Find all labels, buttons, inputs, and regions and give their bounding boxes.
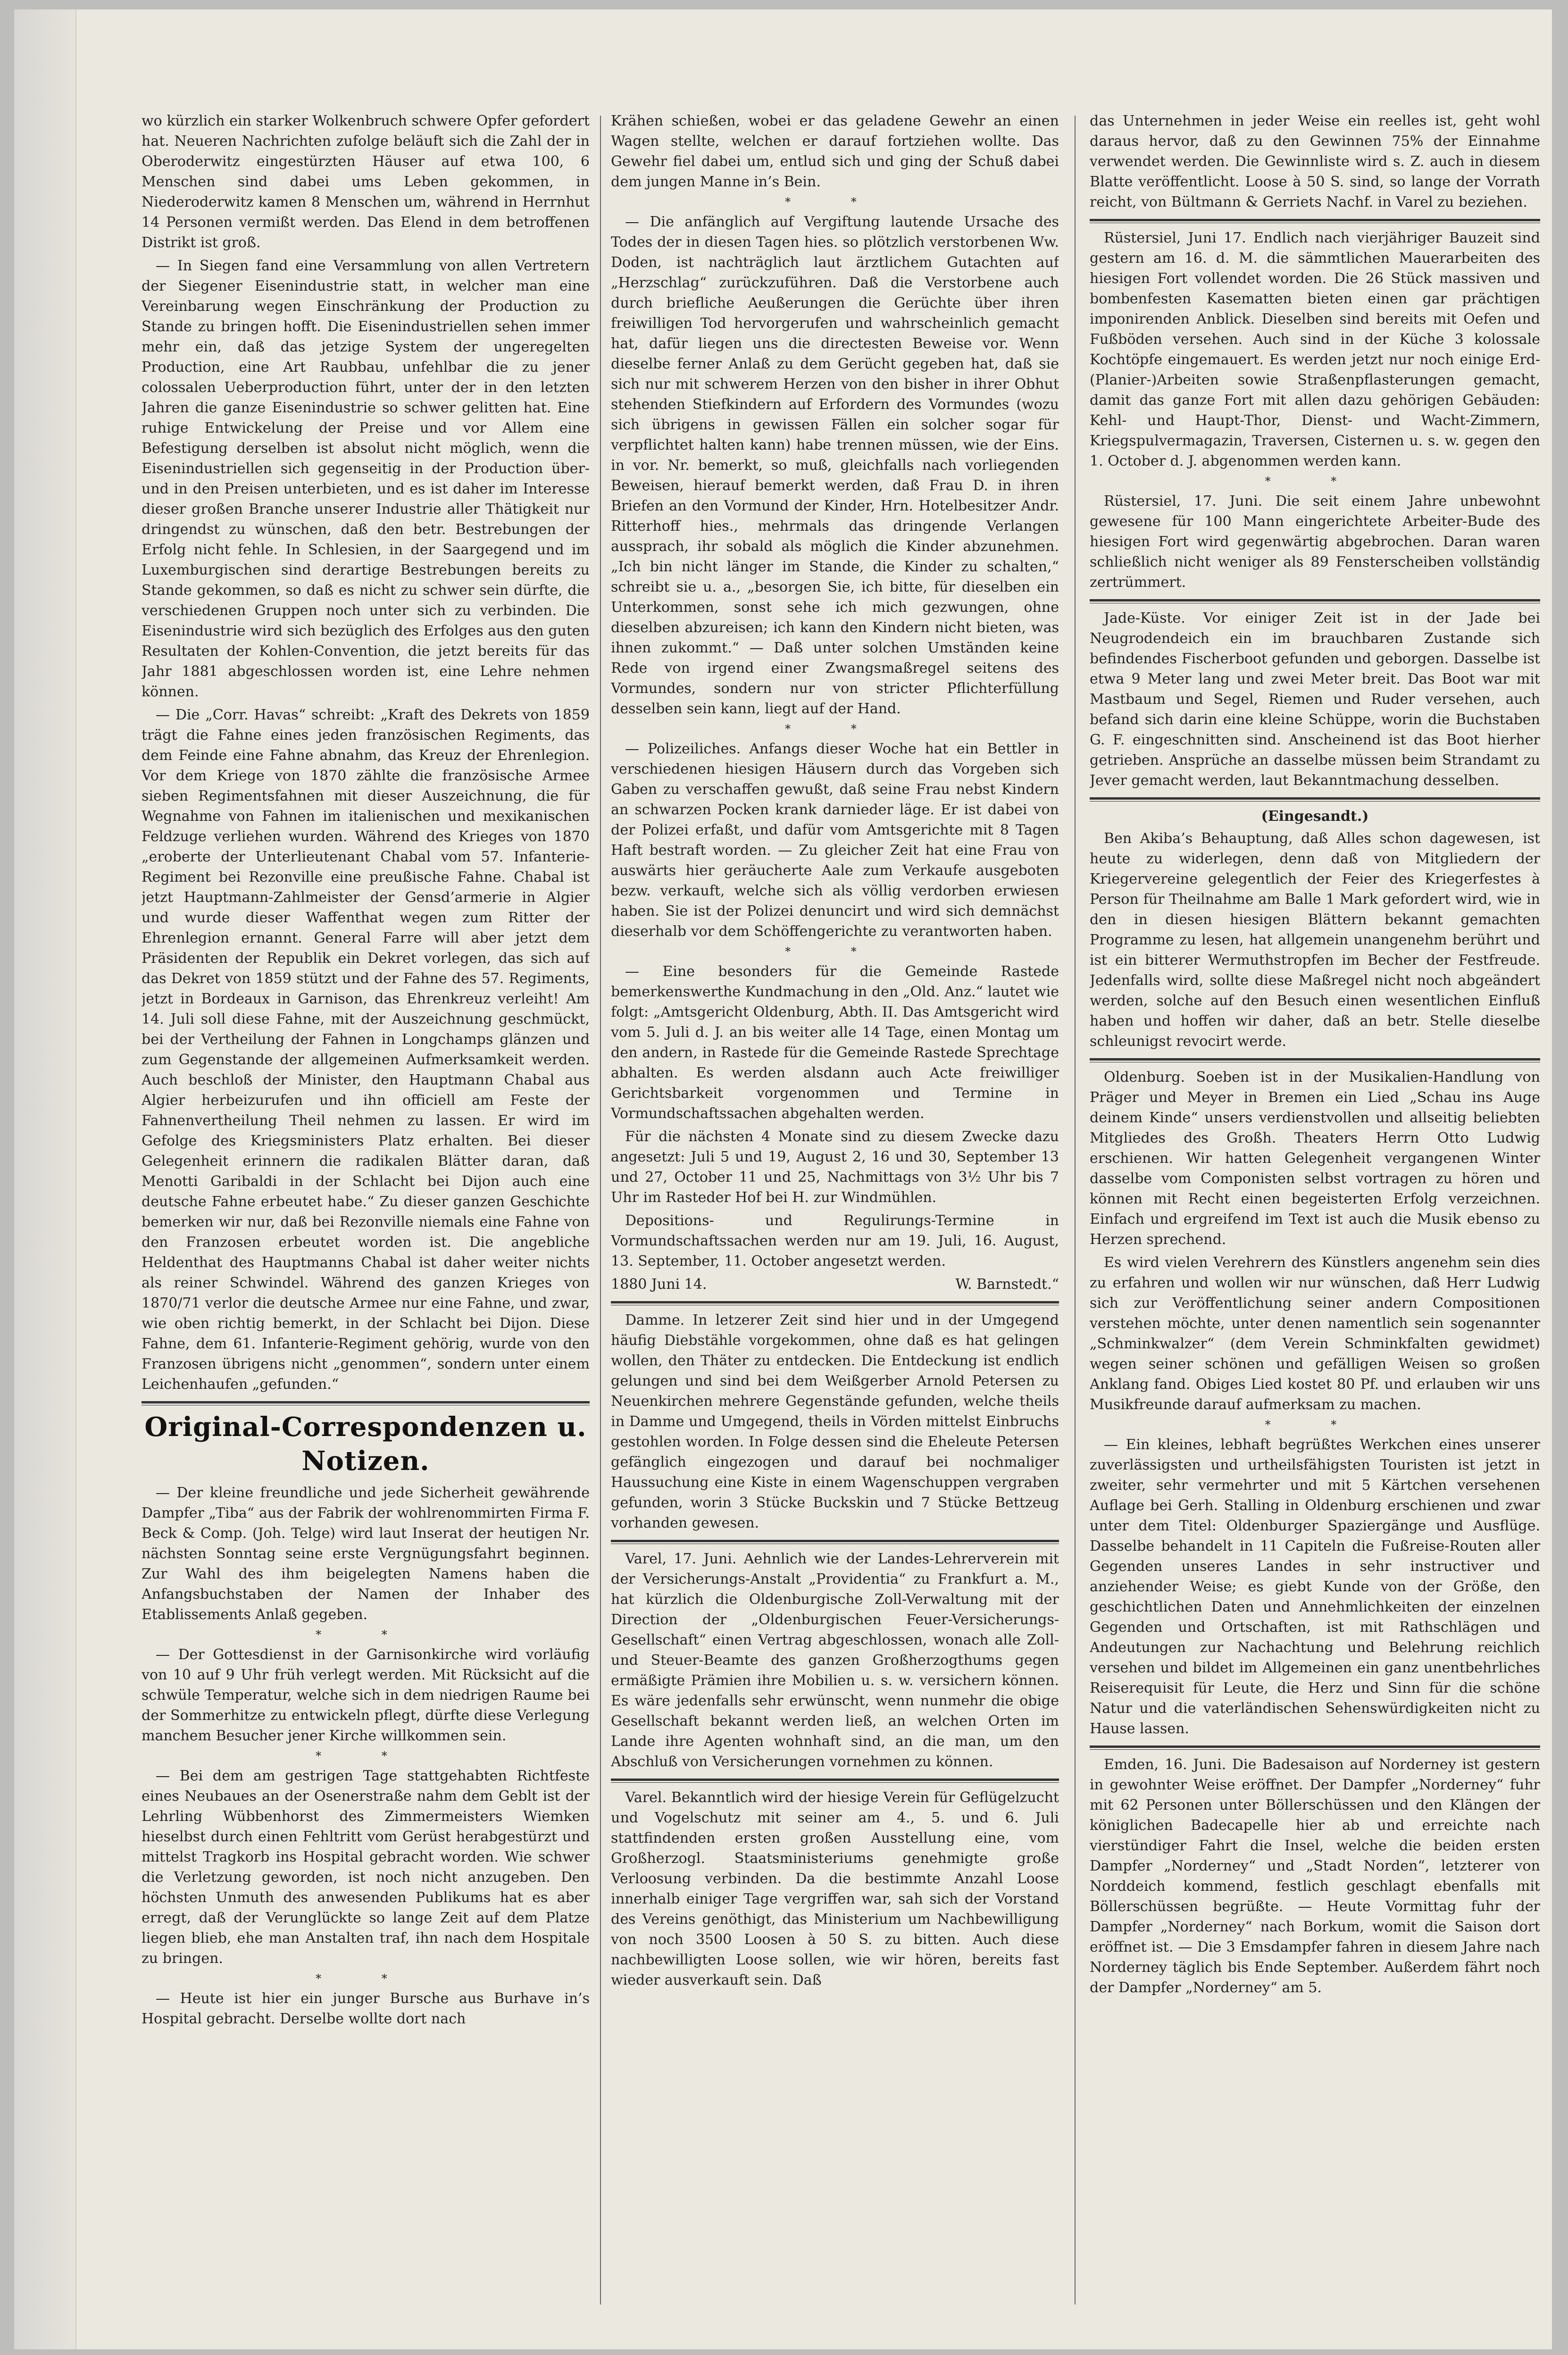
article-jade-boat: Jade-Küste. Vor einiger Zeit ist in der Jade bei Neugrodendeich ein im brauchbaren Zustande sich befindendes Fischerboot gefunden und geborgen. Dasselbe ist etwa 9 Meter lang und zwei Meter breit. Das Boot war mit Mastbaum und Segel, Riemen und Ruder versehen, auch befand sich darin eine kleine Schüppe, worin die Buchstaben G. F. eingeschnitten sind. Anscheinend ist das Boot hierher getrieben. Ansprüche an dasselbe müssen beim Strandamt zu Jever gemacht werden, laut Bekanntmachung desselben. (1090, 610, 1540, 789)
asterism-separator: * * (1265, 1418, 1365, 1431)
asterism-separator: * * (785, 722, 885, 735)
section-rule (1090, 1058, 1540, 1062)
asterism-separator: * * (316, 1972, 416, 1985)
article-damme: Damme. In letzerer Zeit sind hier und in der Umgegend häufig Diebstähle vorgekommen, ohne daß es hat gelingen wollen, den Thäter zu entdecken. Die Entdeckung ist endlich gelungen und sind bei dem Weißgerber Arnold Petersen zu Neuenkirchen mehrere Gegenstände gefunden, welche theils in Damme und Umgegend, theils in Vörden mittelst Einbruchs gestohlen worden. In Folge dessen sind die Eheleute Petersen gefänglich eingezogen und darauf bei nochmaliger Haussuchung eine Kiste in einem Wagenschuppen vergraben gefunden, worin 3 Stücke Buckskin und 7 Stücke Bettzeug vorhanden gewesen. (611, 1312, 1059, 1531)
section-rule (611, 1540, 1059, 1544)
section-rule (1090, 1745, 1540, 1750)
article-ruestersiel-hut: Rüstersiel, 17. Juni. Die seit einem Jahre unbewohnt gewesene für 100 Mann eingerichtete Arbeiter-Bude des hiesigen Fort wird gegenwärtig abgebrochen. Daran waren schließlich nicht weniger als 89 Fensterscheiben vollständig zertrümmert. (1090, 493, 1540, 591)
asterism-separator: * * (785, 945, 885, 958)
article-date: 1880 Juni 14. (611, 1276, 707, 1293)
article-eingesandt: Ben Akiba’s Behauptung, daß Alles schon dagewesen, ist heute zu widerlegen, denn daß von Mitgliedern der Kriegervereine gelegentlich der Feier des Kriegerfestes à Person für Theilnahme am Balle 1 Mark gefordert wird, wie in den in diesen hiesigen Blättern bekannt gemachten Programme zu lesen, hat allgemein unangenehm berührt und ist ein bitterer Wermuthstropfen im Becher der Festfreude. Jedenfalls wird, sollte diese Maßregel nicht noch abgeändert werden, solche auf den Besuch einen wesentlichen Einfluß haben und hoffen wir daher, daß an betr. Stelle dieselbe schleunigst revocirt werde. (1090, 830, 1540, 1050)
article-siegen-iron: — In Siegen fand eine Versammlung von allen Vertretern der Siegener Eisenindustrie statt, in welcher man eine Vereinbarung wegen Einschränkung der Production zu Stande zu bringen hofft. Die Eisenindustriellen sehen immer mehr ein, daß das jetzige System der ungeregelten Production, eine Art Raubbau, unfehlbar die zu jener colossalen Ueberproduction führt, unter der in den letzten Jahren die ganze Eisenindustrie so schwer gelitten hat. Eine ruhige Entwickelung der Preise und vor Allem eine Befestigung derselben ist absolut nicht möglich, wenn die Eisenindustriellen sich gegenseitig in der Production über- und in den Preisen unterbieten, und es ist daher im Interesse dieser großen Branche unserer Industrie aller Thätigkeit nur dringendst zu wünschen, daß den betr. Bestrebungen der Erfolg nicht fehle. In Schlesien, in der Saargegend und im Luxemburgischen sind derartige Bestrebungen bereits zu Stande gekommen, so daß es nicht zu schwer sein dürfte, die verschiedenen Gruppen noch unter sich zu verbinden. Die Eisenindustrie wird sich bezüglich des Erfolges aus den guten Resultaten der Kohlen-Convention, die jetzt bereits für das Jahr 1881 abgeschlossen worden ist, eine Lehre nehmen können. (142, 258, 590, 700)
column-3 (1090, 111, 1540, 2309)
article-topping-out: — Bei dem am gestrigen Tage stattgehabten Richtfeste eines Neubaues an der Osenerstraße nahm dem Geblt ist der Lehrling Wübbenhorst des Zimmermeisters Wiemken hieselbst durch einen Fehltritt vom Gerüst herabgestürzt und mittelst Tragkorb ins Hospital gebracht worden. Wie schwer die Verletzung geworden, ist noch nicht anzugeben. Den höchsten Unmuth des anwesenden Publikums hat es aber erregt, daß der Verunglückte so lange Zeit auf dem Platze liegen blieb, ehe man Anstalten traf, ihn nach dem Hospitale zu bringen. (142, 1768, 590, 1967)
binding-margin (14, 9, 76, 2349)
article-oldenburg-song: Oldenburg. Soeben ist in der Musikalien-Handlung von Präger und Meyer in Bremen ein Lied „Schau ins Auge deinem Kinde“ unsers verdienstvollen und allseitig beliebten Mitgliedes des Großh. Theaters Herrn Otto Ludwig erschienen. Wir hatten Gelegenheit vergangenen Winter dasselbe vom Componisten selbst vortragen zu hören und können mit Recht einen begeisterten Erfolg verzeichnen. Einfach und ergreifend im Text ist auch die Musik ebenso zu Herzen sprechend. (1090, 1069, 1540, 1248)
article-rastede-dates: Für die nächsten 4 Monate sind zu diesem Zwecke dazu angesetzt: Juli 5 und 19, August 2, 16 und 30, September 13 und 27, October 11 und 25, Nachmittags von 3½ Uhr bis 7 Uhr im Rasteder Hof bei H. zur Windmühlen. (611, 1128, 1059, 1206)
column-rule-right (1075, 116, 1076, 2305)
column-1 (142, 111, 590, 2309)
section-rule (611, 1301, 1059, 1305)
section-title: Original-Correspondenzen u. Notizen. (144, 1411, 587, 1477)
asterism-separator: * * (316, 1749, 416, 1762)
article-steamer-tiba: — Der kleine freundliche und jede Sicherheit gewährende Dampfer „Tiba“ aus der Fabrik der wohlrenommirten Firma F. Beck & Comp. (Joh. Telge) wird laut Inserat der heutigen Nr. nächsten Sonntag seine erste Vergnügungsfahrt beginnen. Zur Wahl des ihm beigelegten Namens haben die Anfangsbuchstaben der Namen der Inhaber des Etablissements Anlaß gegeben. (142, 1485, 590, 1623)
article-lottery-continued: das Unternehmen in jeder Weise ein reelles ist, geht wohl daraus hervor, daß zu den Gewinnen 75% der Einnahme verwendet werden. Die Gewinnliste wird s. Z. auch in diesem Blatte veröffentlicht. Loose à 50 S. sind, so lange der Vorrath reicht, von Bültmann & Gerriets Nachf. in Varel zu beziehen. (1090, 113, 1540, 210)
section-rule (1090, 219, 1540, 223)
section-rule (1090, 599, 1540, 603)
column-2 (611, 111, 1059, 2309)
article-rastede-court: — Eine besonders für die Gemeinde Rastede bemerkenswerthe Kundmachung in den „Old. Anz.“ lautet wie folgt: „Amtsgericht Oldenburg, Abth. II. Das Amtsgericht wird vom 5. Juli d. J. an bis weiter alle 14 Tage, einen Montag um den andern, in Rastede für die Gemeinde Rastede Sprechtage abhalten. Es werden alsdann auch Acte freiwilliger Gerichtsbarkeit vorgenommen und Termine in Vormundschaftssachen abgehalten werden. (611, 963, 1059, 1122)
article-doden-death: — Die anfänglich auf Vergiftung lautende Ursache des Todes der in diesen Tagen hies. so plötzlich verstorbenen Ww. Doden, ist nachträglich laut ärztlichem Gutachten auf „Herzschlag“ zurückzuführen. Daß die Verstorbene auch durch briefliche Aeußerungen die Gerüchte über ihren freiwilligen Tod hervorgerufen und wahrscheinlich gemacht hat, dafür liegen uns die directesten Beweise vor. Wenn dieselbe ferner Anlaß zu dem Gerücht gegeben hat, daß sie sich nur mit schwerem Herzen von den bisher in ihrer Obhut stehenden Stiefkindern auf Erfordern des Vormundes (wozu sich übrigens in gewissen Fällen ein solcher sogar für verpflichtet halten kann) habe trennen müssen, wie der Eins. in vor. Nr. bemerkt, so muß, gleichfalls nach vorliegenden Beweisen, hierauf bemerkt werden, daß Frau D. in ihren Briefen an den Vormund der Kinder, Hrn. Hotelbesitzer Andr. Ritterhoff hies., mehrmals das dringende Verlangen aussprach, ihr sobald als möglich die Kinder abzunehmen. „Ich bin nicht länger im Stande, die Kinder zu schalten,“ schreibt sie u. a., „besorgen Sie, ich bitte, für dieselben ein Unterkommen, sonst sehe ich mich gezwungen, ohne dieselben abzureisen; ich kann den Kindern nicht bieten, was ihnen zukommt.“ — Daß unter solchen Umständen keine Rede von irgend einer Zwangsmaßregel seitens des Vormundes, sondern nur von stricter Pflichterfüllung desselben sein kann, liegt auf der Hand. (611, 214, 1059, 717)
article-signature: W. Barnstedt.“ (955, 1276, 1059, 1293)
section-rule (142, 1401, 590, 1405)
article-varel-poultry: Varel. Bekanntlich wird der hiesige Verein für Geflügelzucht und Vogelschutz mit seiner am 4., 5. und 6. Juli stattfindenden ersten großen Ausstellung eine, vom Großherzogl. Staatsministeriums genehmigte große Verloosung verbinden. Da die bestimmte Anzahl Loose innerhalb einiger Tage vergriffen war, sah sich der Vorstand des Vereins genöthigt, das Ministerium um Nachbewilligung von noch 3500 Loosen à 50 S. zu bitten. Auch diese nachbewilligten Loose sollen, wie wir hören, bereits fast wieder ausverkauft sein. Daß (611, 1789, 1059, 1988)
asterism-separator: * * (1265, 475, 1365, 488)
article-varel-insurance: Varel, 17. Juni. Aehnlich wie der Landes-Lehrerverein mit der Versicherungs-Anstalt „Providentia“ zu Frankfurt a. M., hat kürzlich die Oldenburgische Zoll-Verwaltung mit der Direction der „Oldenburgischen Feuer-Versicherungs-Gesellschaft“ einen Vertrag abgeschlossen, wonach alle Zoll- und Steuer-Beamte des ganzen Großherzogthums gegen ermäßigte Prämien ihre Mobilien u. s. w. versichern können. Es wäre jedenfalls sehr erwünscht, wenn nunmehr die obige Gesellschaft bekannt werden ließ, an welchen Orten im Lande ihre Agenten wohnhaft sind, an die man, um den Abschluß von Versicherungen vornehmen zu können. (611, 1551, 1059, 1770)
newspaper-page (14, 9, 1552, 2349)
article-havas-flag: — Die „Corr. Havas“ schreibt: „Kraft des Dekrets von 1859 trägt die Fahne eines jeden französischen Regiments, das dem Feinde eine Fahne abnahm, das Kreuz der Ehrenlegion. Vor dem Kriege von 1870 zählte die französische Armee sieben Regimentsfahnen mit dieser Auszeichnung, die für Wegnahme von Fahnen im italienischen und mexikanischen Feldzuge verliehen wurden. Während des Krieges von 1870 „eroberte der Unterlieutenant Chabal vom 57. Infanterie-Regiment bei Rezonville eine preußische Fahne. Chabal ist jetzt Hauptmann-Zahlmeister der Gensd’armerie in Algier und wurde dieser Waffenthat wegen zum Ritter der Ehrenlegion ernannt. General Farre will aber jetzt dem Präsidenten der Republik ein Dekret vorlegen, das sich auf das Dekret von 1859 stützt und der Fahne des 57. Regiments, jetzt in Bordeaux in Garnison, das Ehrenkreuz verleiht! Am 14. Juli soll diese Fahne, mit der Auszeichnung geschmückt, bei der Vertheilung der Fahnen in Longchamps glänzen und zum Gegenstande der allgemeinen Aufmerksamkeit werden. Auch beschloß der Minister, den Hauptmann Chabal aus Algier herbeizurufen und ihn officiell am Feste der Fahnenvertheilung Theil nehmen zu lassen. Er wird im Gefolge des Kriegsministers Platz erhalten. Bei dieser Gelegenheit erinnern die radikalen Blätter daran, daß Menotti Garibaldi in der Schlacht bei Dijon auch eine deutsche Fahne erbeutet habe.“ Zu dieser ganzen Geschichte bemerken wir nur, daß bei Rezonville niemals eine Fahne von den Franzosen erbeutet worden ist. Die angebliche Heldenthat des Hauptmanns Chabal ist daher weiter nichts als reiner Schwindel. Während des ganzen Krieges von 1870/71 verlor die deutsche Armee nur eine Fahne, und zwar, wie oben richtig bemerkt, in der Schlacht bei Dijon. Diese Fahne, dem 61. Infanterie-Regiment gehörig, wurde von den Franzosen übrigens nicht „genommen“, sondern unter einem Leichenhaufen „gefunden.“ (142, 707, 590, 1393)
article-police: — Polizeiliches. Anfangs dieser Woche hat ein Bettler in verschiedenen hiesigen Häusern durch das Vorgeben sich Gaben zu verschaffen gewußt, daß seine Frau nebst Kindern an schwarzen Pocken krank darnieder läge. Er ist dabei von der Polizei erfaßt, und dafür vom Amtsgerichte mit 8 Tagen Haft bestraft worden. — Zu gleicher Zeit hat eine Frau von auswärts hier geräucherte Aale zum Verkaufe ausgeboten bezw. verkauft, welche sich als völlig verdorben erwiesen haben. Sie ist der Polizei denuncirt und wird sich demnächst dieserhalb vor dem Schöffengerichte zu verantworten haben. (611, 741, 1059, 940)
column-rule-left (600, 116, 601, 2305)
asterism-separator: * * (785, 195, 885, 209)
article-gun-accident: Krähen schießen, wobei er das geladene Gewehr an einen Wagen stellte, welchen er darauf fortziehen wollte. Das Gewehr fiel dabei um, entlud sich und ging der Schuß dabei dem jungen Manne in’s Bein. (611, 113, 1059, 190)
article-garrison-church: — Der Gottesdienst in der Garnisonkirche wird vorläufig von 10 auf 9 Uhr früh verlegt werden. Mit Rücksicht auf die schwüle Temperatur, welche sich in dem niedrigen Raume bei der Sommerhitze zu entwickeln pflegt, dürfte diese Verlegung manchem Besucher jener Kirche willkommen sein. (142, 1646, 590, 1744)
article-emden-norderney: Emden, 16. Juni. Die Badesaison auf Norderney ist gestern in gewohnter Weise eröffnet. Der Dampfer „Norderney“ fuhr mit 62 Personen unter Böllerschüssen und den Klängen der königlichen Badecapelle hier ab und erreichte nach vierstündiger Fahrt die Insel, welche die beiden ersten Dampfer „Norderney“ und „Stadt Norden“, letzterer von Norddeich kommend, festlich geschlagt ebenfalls mit Böllerschüssen begrüßte. — Heute Vormittag fuhr der Dampfer „Norderney“ nach Borkum, womit die Saison dort eröffnet ist. — Die 3 Emsdampfer fahren in diesem Jahre nach Norderney täglich bis Ende September. Außerdem fährt noch der Dampfer „Norderney“ am 5. (1090, 1756, 1540, 1996)
article-ruestersiel-fort: Rüstersiel, Juni 17. Endlich nach vierjähriger Bauzeit sind gestern am 16. d. M. die sämmtlichen Mauerarbeiten des hiesigen Fort vollendet worden. Die 26 Stück massiven und bombenfesten Kasematten bieten einen gar prächtigen imponirenden Anblick. Dieselben sind bereits mit Oefen und Fußböden versehen. Auch sind in der Küche 3 kolossale Kochtöpfe eingemauert. Es werden jetzt nur noch einige Erd-(Planier-)Arbeiten sowie Straßenpflasterungen gemacht, damit das ganze Fort mit allen dazu gehörigen Gebäuden: Kehl- und Haupt-Thor, Dienst- und Wacht-Zimmern, Kriegspulvermagazin, Traversen, Cisternen u. s. w. gegen den 1. October d. J. abgenommen werden kann. (1090, 230, 1540, 469)
signature-line (611, 1274, 1059, 1294)
eingesandt-heading: (Eingesandt.) (1261, 808, 1369, 825)
article-burhave-youth: — Heute ist hier ein junger Bursche aus Burhave in’s Hospital gebracht. Derselbe wollte dort nach (142, 1990, 590, 2027)
asterism-separator: * * (316, 1628, 416, 1641)
article-travel-book: — Ein kleines, lebhaft begrüßtes Werkchen eines unserer zuverlässigsten und urtheilsfähigsten Touristen ist jetzt in zweiter, sehr vermehrter und mit 5 Kärtchen versehenen Auflage bei Gerh. Stalling in Oldenburg erschienen und zwar unter dem Titel: Oldenburger Spaziergänge und Ausflüge. Dasselbe behandelt in 11 Capiteln die Fußreise-Routen aller Gegenden unseres Landes in sehr instructiver und anziehender Weise; es giebt Kunde von der Größe, den geschichtlichen Daten und Annehmlichkeiten der einzelnen Gegenden und Ortschaften, ist mit Rathschlägen und Andeutungen zur Nachachtung und Belehrung reichlich versehen und bildet im Allgemeinen ein ganz unentbehrliches Reiserequisit für Leute, die Herz und Sinn für die schöne Natur und die vaterländischen Sehenswürdigkeiten nicht zu Hause lassen. (1090, 1436, 1540, 1737)
article-rastede-terms: Depositions- und Regulirungs-Termine in Vormundschaftssachen werden nur am 19. Juli, 16. August, 13. September, 11. October angesetzt werden. (611, 1212, 1059, 1269)
article-oldenburg-song-2: Es wird vielen Verehrern des Künstlers angenehm sein dies zu erfahren und wollen wir nur wünschen, daß Herr Ludwig sich zur Veröffentlichung seiner andern Compositionen verstehen möchte, unter denen namentlich sein sogenannter „Schminkwalzer“ (dem Verein Schminkfalten gewidmet) wegen seiner schönen und gefälligen Weisen so großen Anklang fand. Obiges Lied kostet 80 Pf. und erlauben wir uns Musikfreunde darauf aufmerksam zu machen. (1090, 1254, 1540, 1413)
section-rule (611, 1779, 1059, 1783)
section-rule (1090, 797, 1540, 802)
article-flood-continued: wo kürzlich ein starker Wolkenbruch schwere Opfer gefordert hat. Neueren Nachrichten zufolge beläuft sich die Zahl der in Oberoderwitz eingestürzten Häuser auf etwa 100, 6 Menschen sind dabei ums Leben gekommen, in Niederoderwitz kamen 8 Menschen um, während in Herrnhut 14 Personen vermißt werden. Das Elend in dem betroffenen Distrikt ist groß. (142, 113, 590, 251)
